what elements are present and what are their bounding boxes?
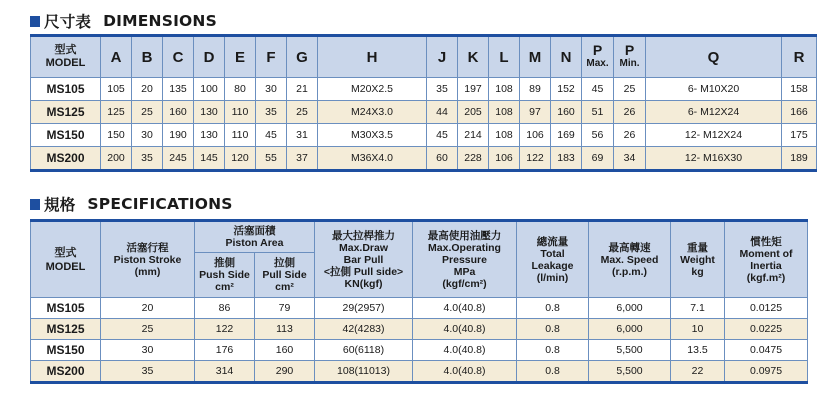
push-en: Push Side [199, 269, 250, 281]
dim-cell-g: 21 [287, 78, 318, 101]
dim-model-header-en: MODEL [45, 57, 86, 69]
spec-cell-pull: 113 [255, 319, 315, 340]
dim-cell-d: 145 [194, 147, 225, 171]
weight-en: Weight [680, 253, 715, 266]
spec-model-zh: 型式 [54, 246, 77, 259]
spec-cell-draw: 42(4283) [315, 319, 413, 340]
spec-cell-pressure: 4.0(40.8) [413, 340, 517, 361]
spec-cell-stroke: 25 [101, 319, 195, 340]
dim-cell-pmin: 26 [614, 101, 646, 124]
dim-cell-m: 122 [520, 147, 551, 171]
dim-cell-e: 80 [225, 78, 256, 101]
dim-cell-q: 6- M10X20 [646, 78, 782, 101]
spec-cell-pull: 290 [255, 361, 315, 383]
dim-col-header: L [489, 36, 520, 78]
dim-cell-pmax: 56 [582, 124, 614, 147]
dim-cell-e: 110 [225, 124, 256, 147]
dim-cell-j: 44 [427, 101, 458, 124]
push-zh: 推側 [214, 257, 235, 269]
dim-cell-n: 160 [551, 101, 582, 124]
spec-inertia-header [725, 221, 808, 298]
dim-cell-b: 25 [132, 101, 163, 124]
stroke-zh: 活塞行程 [126, 241, 169, 254]
specifications-row [31, 361, 808, 383]
spec-pressure-header [413, 221, 517, 298]
spec-cell-draw: 60(6118) [315, 340, 413, 361]
dim-cell-a: 150 [101, 124, 132, 147]
spec-cell-leak: 0.8 [517, 361, 589, 383]
spec-weight-header [671, 221, 725, 298]
spec-leak-header [517, 221, 589, 298]
stroke-en: Piston Stroke [113, 253, 182, 266]
dim-cell-k: 205 [458, 101, 489, 124]
section-bullet-icon [30, 16, 40, 27]
inertia-en1: Moment of [739, 247, 793, 260]
dim-cell-l: 108 [489, 124, 520, 147]
dim-cell-j: 45 [427, 124, 458, 147]
specifications-title-en: SPECIFICATIONS [87, 195, 233, 213]
dim-cell-n: 152 [551, 78, 582, 101]
dim-cell-r: 166 [782, 101, 817, 124]
dimensions-title [30, 10, 217, 32]
pull-en: Pull Side [262, 269, 307, 281]
dim-col-header: J [427, 36, 458, 78]
spec-cell-inertia: 0.0975 [725, 361, 808, 383]
dim-cell-n: 169 [551, 124, 582, 147]
dim-cell-model: MS125 [31, 101, 101, 124]
dim-cell-g: 25 [287, 101, 318, 124]
dim-cell-a: 125 [101, 101, 132, 124]
dim-cell-c: 135 [163, 78, 194, 101]
pressure-unit: (kgf/cm²) [442, 277, 487, 290]
weight-unit: kg [691, 265, 704, 278]
dim-col-header: E [225, 36, 256, 78]
dim-col-header: B [132, 36, 163, 78]
dim-cell-n: 183 [551, 147, 582, 171]
dim-model-header [31, 36, 101, 78]
pressure-zh: 最高使用油壓力 [427, 229, 502, 242]
specifications-row [31, 340, 808, 361]
pull-unit: cm² [275, 281, 294, 293]
dim-cell-g: 31 [287, 124, 318, 147]
dim-cell-q: 6- M12X24 [646, 101, 782, 124]
spec-cell-stroke: 35 [101, 361, 195, 383]
spec-cell-inertia: 0.0225 [725, 319, 808, 340]
dim-cell-d: 100 [194, 78, 225, 101]
dim-cell-pmax: 45 [582, 78, 614, 101]
dim-cell-l: 108 [489, 78, 520, 101]
push-unit: cm² [215, 281, 234, 293]
dim-cell-h: M30X3.5 [318, 124, 427, 147]
dimensions-row [31, 101, 817, 124]
spec-cell-push: 314 [195, 361, 255, 383]
dim-cell-a: 105 [101, 78, 132, 101]
spec-cell-inertia: 0.0125 [725, 298, 808, 319]
specifications-table [30, 219, 808, 384]
dim-cell-j: 35 [427, 78, 458, 101]
draw-zh: 最大拉桿推力 [332, 229, 395, 242]
spec-cell-model: MS125 [31, 319, 101, 340]
dim-cell-f: 30 [256, 78, 287, 101]
speed-zh: 最高轉速 [608, 241, 651, 254]
dim-cell-m: 89 [520, 78, 551, 101]
dim-cell-h: M24X3.0 [318, 101, 427, 124]
dim-cell-d: 130 [194, 101, 225, 124]
dim-cell-m: 97 [520, 101, 551, 124]
pmin-letter: P [624, 42, 635, 58]
leak-unit: (l/min) [536, 271, 569, 284]
dim-col-header: A [101, 36, 132, 78]
dim-col-header: H [318, 36, 427, 78]
spec-cell-weight: 7.1 [671, 298, 725, 319]
leak-zh: 總流量 [536, 235, 569, 248]
dim-cell-f: 35 [256, 101, 287, 124]
draw-en3: <拉側 Pull side> [323, 265, 404, 278]
dim-cell-c: 190 [163, 124, 194, 147]
dim-cell-r: 158 [782, 78, 817, 101]
dim-cell-h: M20X2.5 [318, 78, 427, 101]
leak-en2: Leakage [531, 259, 574, 272]
dim-cell-model: MS150 [31, 124, 101, 147]
specifications-title-zh: 規格 [44, 196, 76, 214]
spec-cell-pressure: 4.0(40.8) [413, 361, 517, 383]
specifications-row [31, 298, 808, 319]
dim-col-header: D [194, 36, 225, 78]
spec-pull-header [255, 253, 315, 298]
spec-header-row-1 [31, 221, 808, 253]
dimensions-row [31, 124, 817, 147]
dim-cell-model: MS200 [31, 147, 101, 171]
spec-cell-speed: 5,500 [589, 340, 671, 361]
dim-cell-r: 175 [782, 124, 817, 147]
dimensions-row [31, 78, 817, 101]
dim-cell-f: 45 [256, 124, 287, 147]
weight-zh: 重量 [687, 241, 708, 254]
spec-cell-pull: 160 [255, 340, 315, 361]
spec-cell-push: 122 [195, 319, 255, 340]
spec-push-header [195, 253, 255, 298]
inertia-unit: (kgf.m²) [746, 271, 786, 284]
draw-en1: Max.Draw [338, 241, 389, 254]
spec-cell-leak: 0.8 [517, 319, 589, 340]
pressure-en1: Max.Operating [428, 241, 501, 254]
spec-cell-speed: 6,000 [589, 319, 671, 340]
spec-draw-header [315, 221, 413, 298]
spec-cell-stroke: 20 [101, 298, 195, 319]
dim-cell-k: 197 [458, 78, 489, 101]
spec-cell-leak: 0.8 [517, 298, 589, 319]
dim-col-header: C [163, 36, 194, 78]
dim-cell-l: 108 [489, 101, 520, 124]
dim-cell-pmax: 69 [582, 147, 614, 171]
dim-cell-q: 12- M16X30 [646, 147, 782, 171]
spec-cell-leak: 0.8 [517, 340, 589, 361]
spec-cell-speed: 5,500 [589, 361, 671, 383]
inertia-en2: Inertia [750, 259, 782, 272]
dim-cell-q: 12- M12X24 [646, 124, 782, 147]
spec-model-header [31, 221, 101, 298]
spec-cell-speed: 6,000 [589, 298, 671, 319]
dim-q-header: Q [646, 36, 782, 78]
speed-en: Max. Speed [600, 253, 659, 266]
dim-cell-l: 106 [489, 147, 520, 171]
dim-cell-pmin: 34 [614, 147, 646, 171]
dim-cell-h: M36X4.0 [318, 147, 427, 171]
dim-cell-g: 37 [287, 147, 318, 171]
spec-cell-push: 176 [195, 340, 255, 361]
dim-cell-e: 110 [225, 101, 256, 124]
dim-cell-pmin: 26 [614, 124, 646, 147]
spec-cell-weight: 10 [671, 319, 725, 340]
dim-cell-j: 60 [427, 147, 458, 171]
dim-cell-model: MS105 [31, 78, 101, 101]
spec-cell-inertia: 0.0475 [725, 340, 808, 361]
spec-stroke-header [101, 221, 195, 298]
dim-cell-b: 30 [132, 124, 163, 147]
dim-cell-d: 130 [194, 124, 225, 147]
dim-cell-r: 189 [782, 147, 817, 171]
spec-cell-pull: 79 [255, 298, 315, 319]
dim-cell-m: 106 [520, 124, 551, 147]
spec-cell-model: MS105 [31, 298, 101, 319]
area-en: Piston Area [225, 237, 284, 249]
spec-cell-model: MS200 [31, 361, 101, 383]
dim-cell-f: 55 [256, 147, 287, 171]
spec-speed-header [589, 221, 671, 298]
spec-cell-pressure: 4.0(40.8) [413, 319, 517, 340]
specifications-title [30, 193, 233, 215]
dim-r-header: R [782, 36, 817, 78]
dim-cell-c: 160 [163, 101, 194, 124]
spec-cell-pressure: 4.0(40.8) [413, 298, 517, 319]
section-bullet-icon [30, 199, 40, 210]
specifications-row [31, 319, 808, 340]
dimensions-row [31, 147, 817, 171]
pressure-en2: Pressure [442, 253, 487, 266]
pmax-sub: Max. [586, 58, 609, 69]
spec-cell-stroke: 30 [101, 340, 195, 361]
dim-cell-pmin: 25 [614, 78, 646, 101]
pressure-en3: MPa [453, 265, 476, 278]
spec-cell-weight: 13.5 [671, 340, 725, 361]
spec-model-en: MODEL [45, 260, 86, 273]
spec-cell-weight: 22 [671, 361, 725, 383]
speed-unit: (r.p.m.) [611, 265, 647, 278]
inertia-zh: 慣性矩 [750, 235, 782, 248]
draw-unit: KN(kgf) [344, 277, 383, 290]
dim-cell-c: 245 [163, 147, 194, 171]
dimensions-table [30, 34, 817, 172]
dim-col-header: F [256, 36, 287, 78]
spec-cell-push: 86 [195, 298, 255, 319]
dim-cell-b: 35 [132, 147, 163, 171]
spec-area-header [195, 221, 315, 253]
dimensions-header-row [31, 36, 817, 78]
dim-pmax-header [582, 36, 614, 78]
dimensions-title-en: DIMENSIONS [103, 12, 217, 30]
spec-cell-model: MS150 [31, 340, 101, 361]
draw-en2: Bar Pull [343, 253, 384, 266]
spec-cell-draw: 108(11013) [315, 361, 413, 383]
dim-cell-k: 214 [458, 124, 489, 147]
dim-pmin-header [614, 36, 646, 78]
dimensions-title-zh: 尺寸表 [44, 13, 92, 31]
dim-cell-k: 228 [458, 147, 489, 171]
dim-cell-e: 120 [225, 147, 256, 171]
dim-col-header: M [520, 36, 551, 78]
dim-cell-pmax: 51 [582, 101, 614, 124]
spec-cell-draw: 29(2957) [315, 298, 413, 319]
dim-col-header: N [551, 36, 582, 78]
pmax-letter: P [592, 42, 603, 58]
dim-cell-b: 20 [132, 78, 163, 101]
dim-col-header: G [287, 36, 318, 78]
pull-zh: 拉側 [274, 257, 295, 269]
pmin-sub: Min. [619, 58, 640, 69]
dim-cell-a: 200 [101, 147, 132, 171]
area-zh: 活塞面積 [233, 225, 276, 237]
stroke-unit: (mm) [134, 265, 161, 278]
dim-model-header-zh: 型式 [54, 44, 77, 56]
dim-col-header: K [458, 36, 489, 78]
leak-en1: Total [540, 247, 565, 260]
